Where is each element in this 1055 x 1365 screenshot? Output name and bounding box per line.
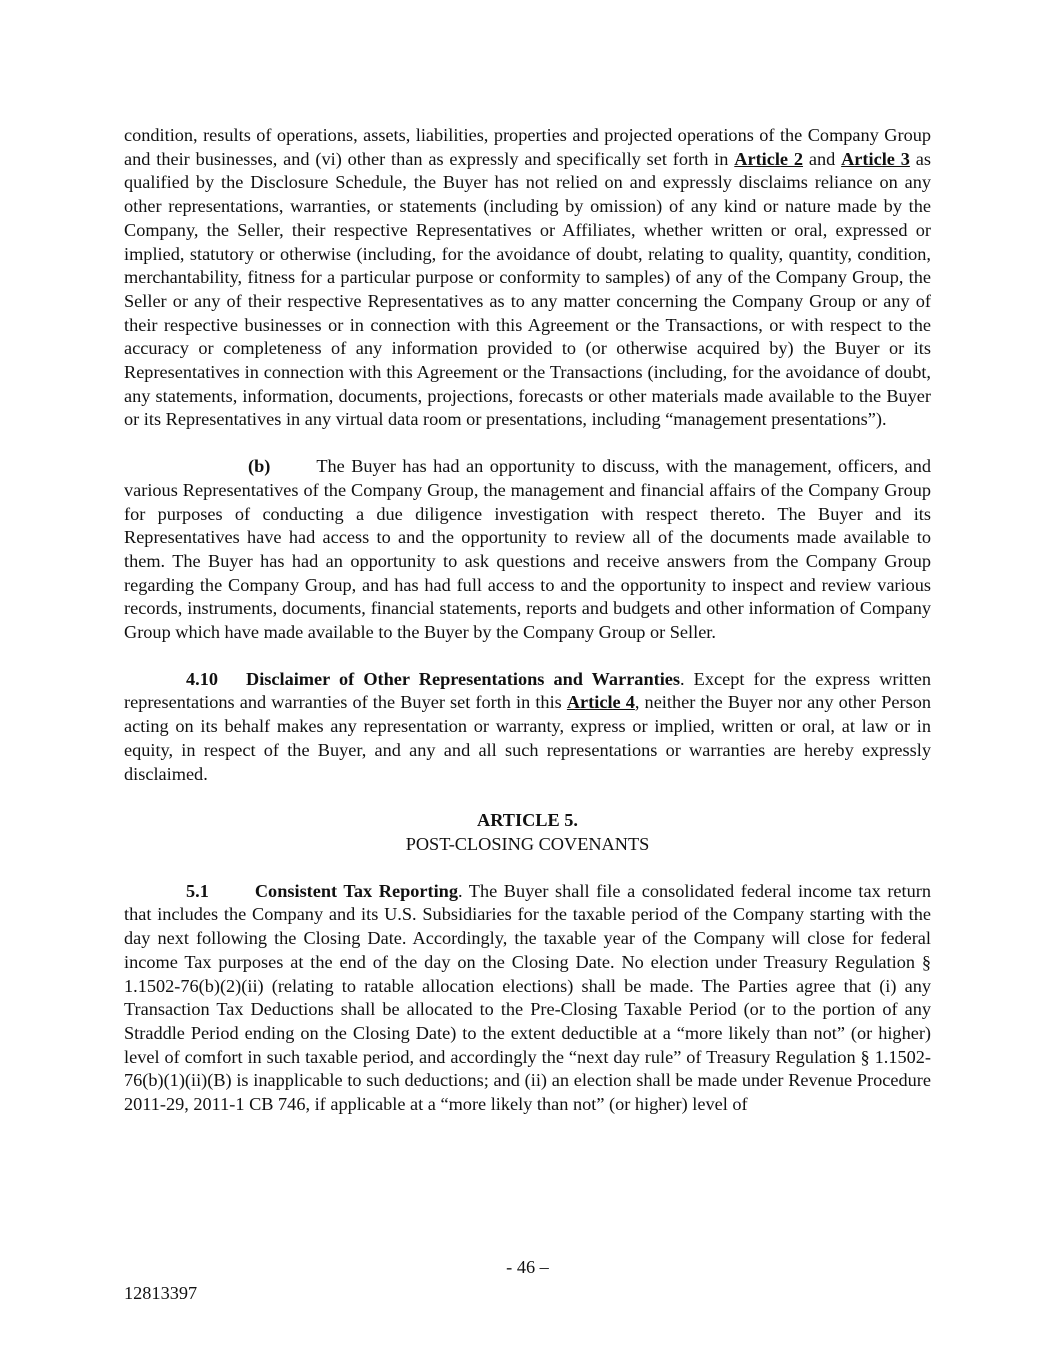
section-4-10	[124, 668, 931, 787]
section-text: . The Buyer shall file a consolidated federal income tax return that includes the Company and its U.S. Subsidiaries for the taxable period of the Company starting with the day next following the Closing Date. Accordingly, the taxable year of the Company will close for federal income Tax purposes at the end of the day on the Closing Date. No election under Treasury Regulation § 1.1502-76(b)(2)(ii) (relating to ratable allocation elections) shall be made. The Parties agree that (i) any Transaction Tax Deductions shall be allocated to the Pre-Closing Taxable Period (or to the portion of any Straddle Period ending on the Closing Date) to the extent deductible at a “more likely than not” (or higher) level of comfort in such taxable period, and accordingly the “next day rule” of Treasury Regulation § 1.1502-76(b)(1)(ii)(B) is inapplicable to such deductions; and (ii) an election shall be made under Revenue Procedure 2011-29, 2011-1 CB 746, if applicable at a “more likely than not” (or higher) level of	[124, 880, 931, 1115]
section-text: , neither the Buyer nor any other Person acting on its behalf makes any representation or warranty, express or implied, written or oral, at law or in equity, in respect of the Buyer, and any and all such representations or warranties are hereby expressly disclaimed.	[124, 692, 931, 784]
section-number: 5.1	[186, 880, 209, 901]
paragraph-b-text: The Buyer has had an opportunity to discuss, with the management, officers, and various Representatives of the Company Group, the management and financial affairs of the Company Group for purposes of conducting a due diligence investigation with respect thereto. The Buyer and its Representatives have had access to and the opportunity to review all of the documents made available to them. The Buyer has had an opportunity to ask questions and receive answers from the Company Group regarding the Company Group, and has had full access to and the opportunity to inspect and review various records, instruments, documents, financial statements, reports and budgets and other information of Company Group which have made available to the Buyer by the Company Group or Seller.	[124, 456, 931, 643]
paragraph-b-label: (b)	[248, 456, 271, 477]
paragraph-a-continuation	[124, 124, 931, 432]
article-number: ARTICLE 5.	[477, 810, 578, 831]
document-id: 12813397	[124, 1283, 198, 1303]
article-4-reference: Article 4	[566, 692, 635, 713]
paragraph-text: and	[803, 148, 842, 169]
article-3-reference: Article 3	[841, 148, 910, 169]
paragraph-text: as qualified by the Disclosure Schedule, the Buyer has not relied on and expressly disclaims reliance on any other representations, warranties, or statements (including by omission) of any kind or nature made by the Company, the Seller, their respective Representatives or Affiliates, whether written or oral, expressed or implied, statutory or otherwise (including, for the avoidance of doubt, relating to quality, quantity, condition, merchantability, fitness for a particular purpose or conformity to samples) of any of the Company Group, the Seller or any of their respective Representatives as to any matter concerning the Company Group or any of their respective businesses or in connection with this Agreement or the Transactions, or with respect to the accuracy or completeness of any information provided to (or otherwise acquired by) the Buyer or its Representatives in connection with this Agreement or the Transactions (including, for the avoidance of doubt, any statements, information, documents, projections, forecasts or other materials made available to the Buyer or its Representatives in any virtual data room or presentations, including “management presentations”).	[124, 148, 931, 430]
article-title: POST-CLOSING COVENANTS	[405, 833, 650, 854]
section-heading: Consistent Tax Reporting	[254, 880, 458, 901]
section-number: 4.10	[186, 668, 218, 689]
section-text: . Except for the express written representations and warranties of the Buyer set forth in this	[124, 668, 931, 713]
article-2-reference: Article 2	[734, 148, 804, 169]
section-heading: Disclaimer of Other Representations and Warranties	[246, 668, 681, 689]
page-number: - 46 –	[506, 1257, 549, 1277]
paragraph-text: condition, results of operations, assets, liabilities, properties and projected operations of the Company Group and their businesses, and (vi) other than as expressly and specifically set forth in	[124, 125, 931, 169]
paragraph-b	[124, 455, 931, 645]
section-5-1	[124, 880, 931, 1117]
article-heading	[124, 809, 931, 856]
document-page	[124, 124, 931, 1117]
